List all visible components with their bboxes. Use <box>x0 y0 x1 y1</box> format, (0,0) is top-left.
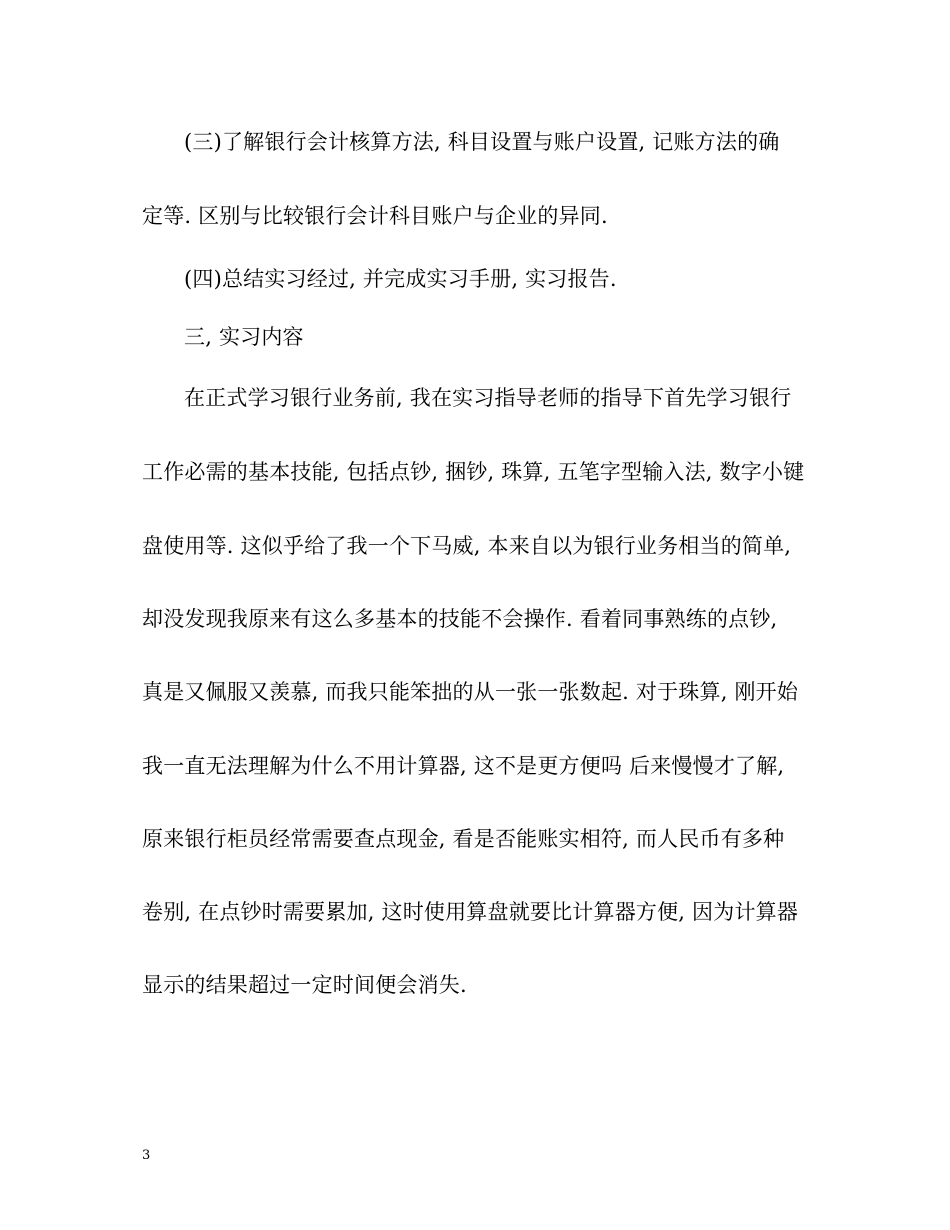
text-line: 我一直无法理解为什么不用计算器, 这不是更方便吗 后来慢慢才了解, <box>142 754 785 778</box>
text-line: 在正式学习银行业务前, 我在实习指导老师的指导下首先学习银行 <box>184 386 792 410</box>
page-number: 3 <box>142 1148 151 1163</box>
text-line: 却没发现我原来有这么多基本的技能不会操作. 看着同事熟练的点钞, <box>142 607 778 631</box>
section-heading: 三, 实习内容 <box>184 325 304 349</box>
text-line: 原来银行柜员经常需要查点现金, 看是否能账实相符, 而人民币有多种 <box>142 827 785 851</box>
text-line: 工作必需的基本技能, 包括点钞, 捆钞, 珠算, 五笔字型输入法, 数字小键 <box>142 460 805 484</box>
text-line: 定等. 区别与比较银行会计科目账户与企业的异同. <box>142 204 608 228</box>
text-line: (三)了解银行会计核算方法, 科目设置与账户设置, 记账方法的确 <box>184 130 780 154</box>
text-line: 盘使用等. 这似乎给了我一个下马威, 本来自以为银行业务相当的简单, <box>142 534 792 558</box>
text-line: 真是又佩服又羡慕, 而我只能笨拙的从一张一张数起. 对于珠算, 刚开始 <box>142 680 799 704</box>
text-line: 卷别, 在点钞时需要累加, 这时使用算盘就要比计算器方便, 因为计算器 <box>142 900 799 924</box>
text-line: (四)总结实习经过, 并完成实习手册, 实习报告. <box>184 267 617 291</box>
text-line: 显示的结果超过一定时间便会消失. <box>142 973 467 997</box>
